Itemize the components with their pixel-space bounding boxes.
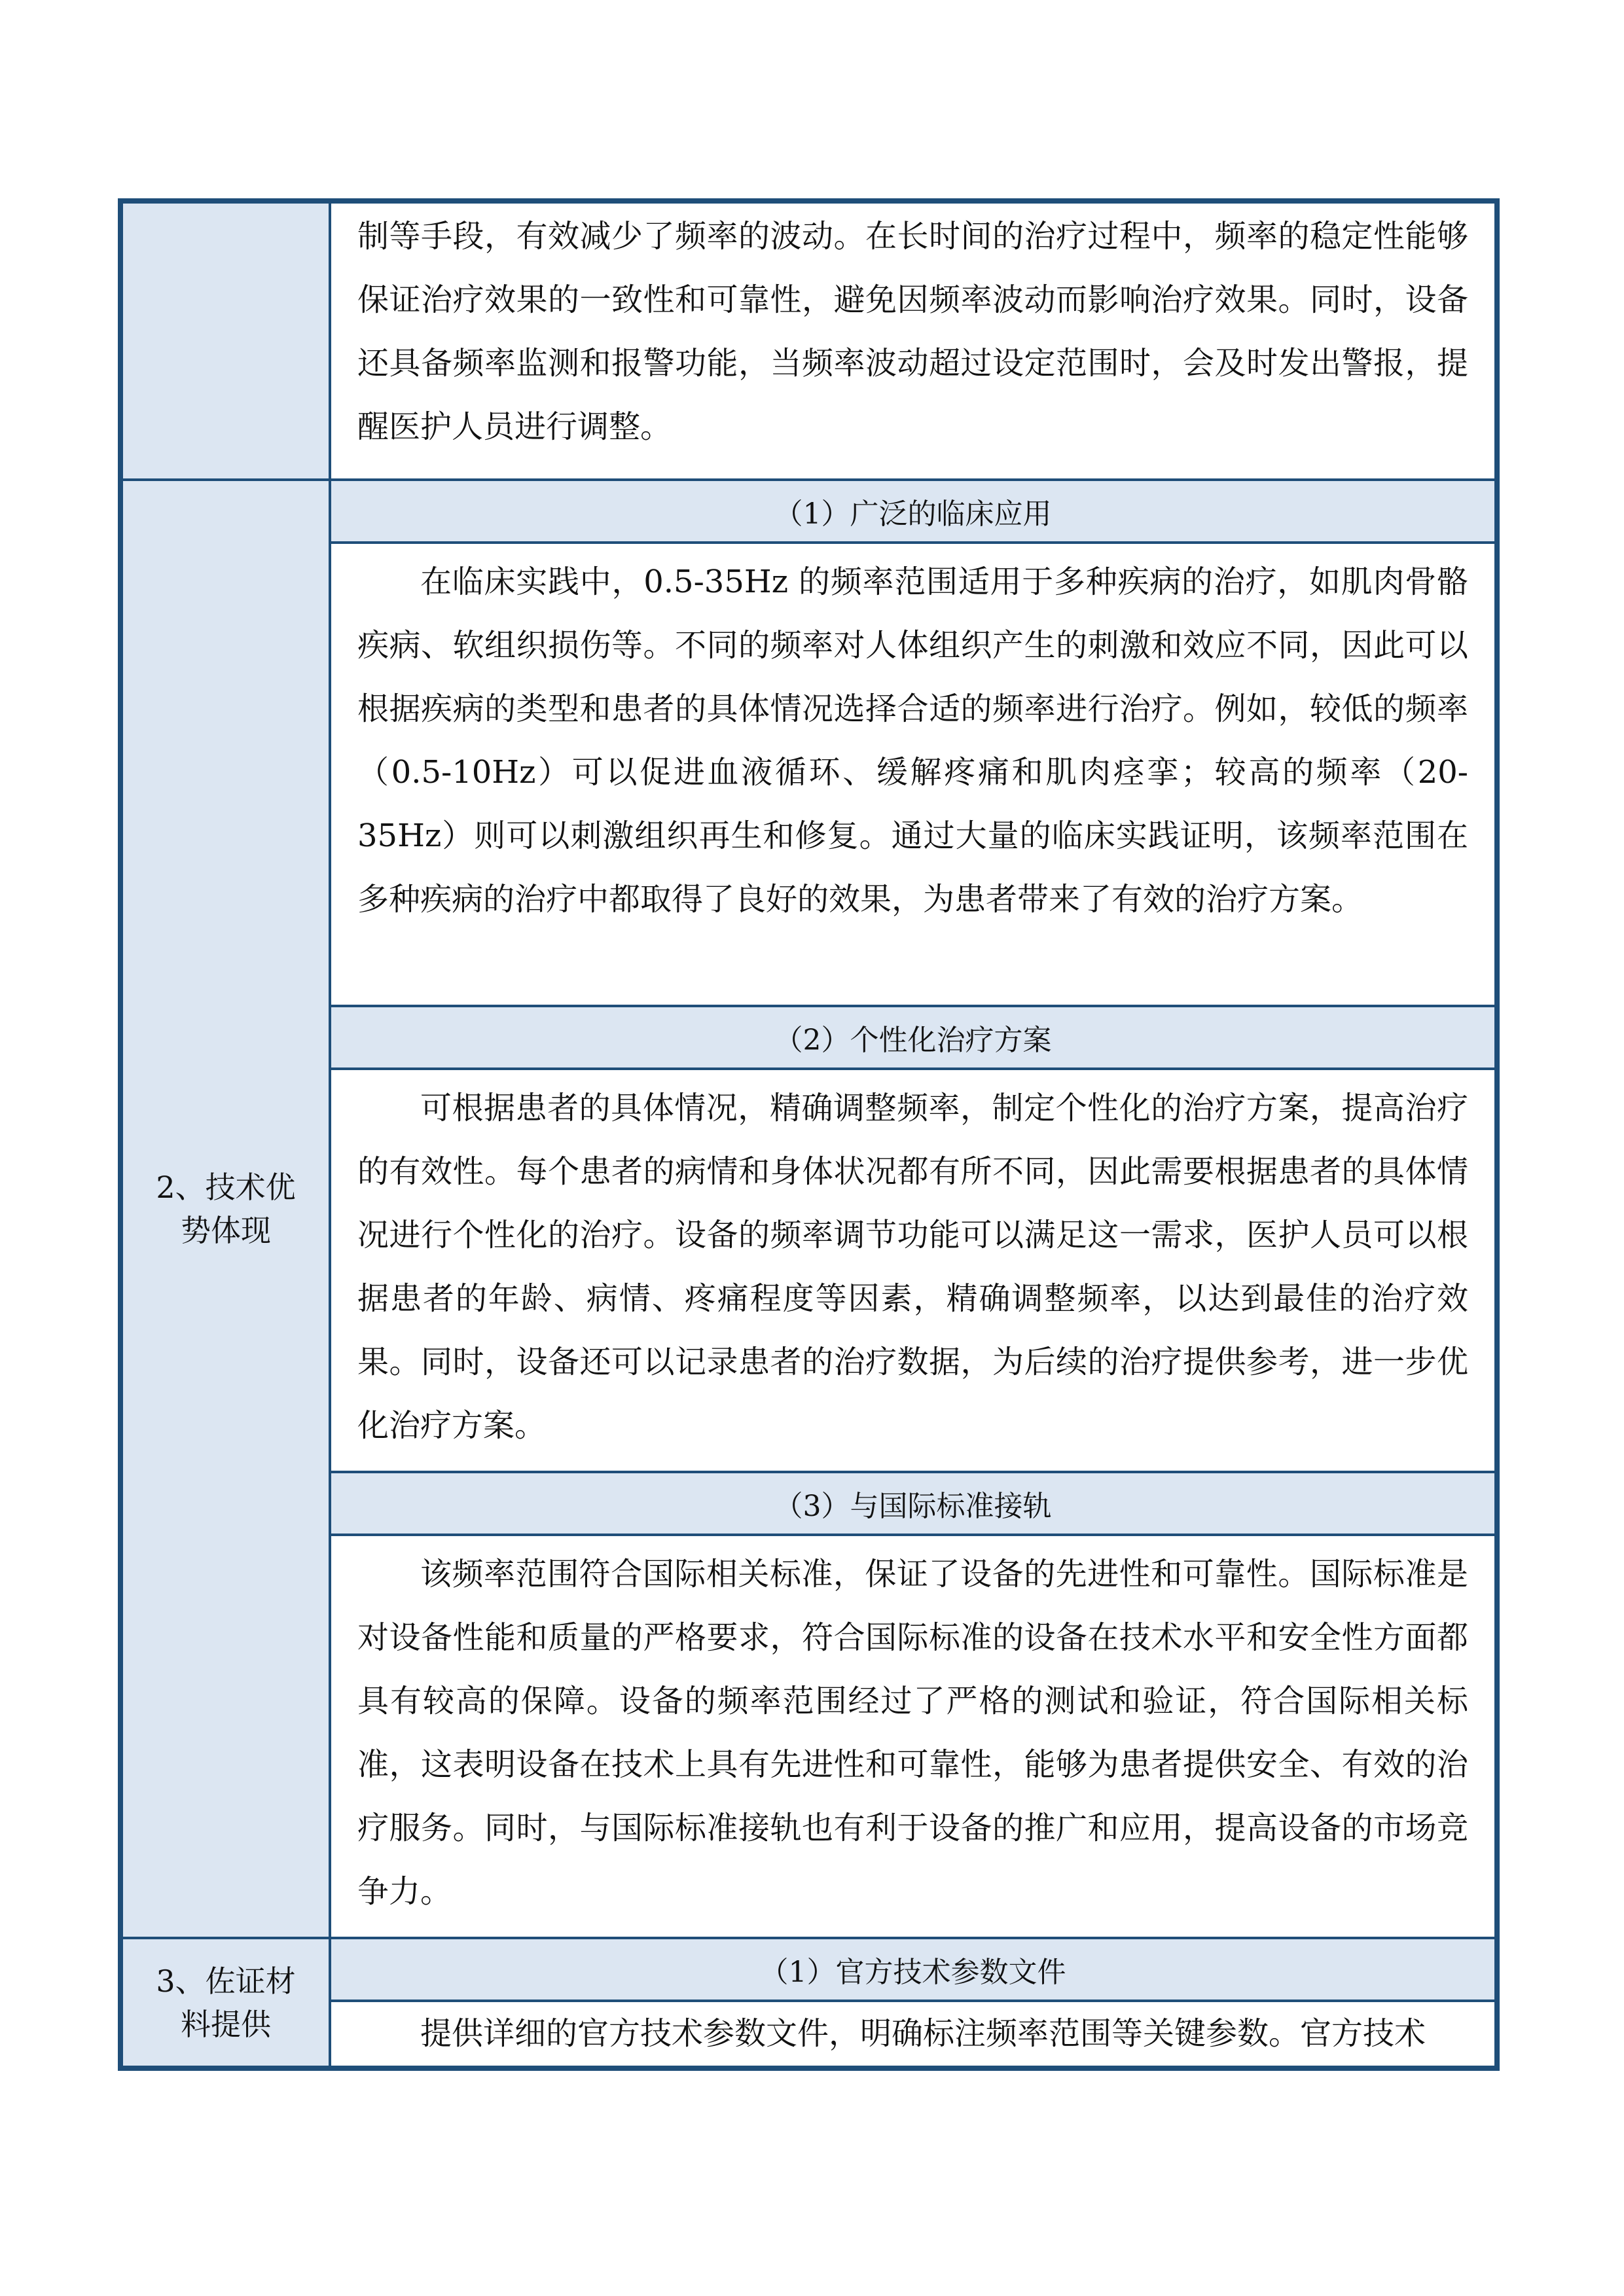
body-cell [330, 1069, 1497, 1472]
section-label-supporting-materials [120, 1938, 330, 2068]
subheading: （2）个性化治疗方案 [330, 1006, 1497, 1069]
paragraph: 提供详细的官方技术参数文件，明确标注频率范围等关键参数。官方技术 [420, 2015, 1426, 2052]
table-row [120, 480, 1497, 543]
body-cell [330, 2001, 1497, 2068]
paragraph: 可根据患者的具体情况，精确调整频率，制定个性化的治疗方案，提高治疗的有效性。每个患者的病情和身体状况都有所不同，因此需要根据患者的具体情况进行个性化的治疗。设备的频率调节功能可以满足这一需求，医护人员可以根据患者的年龄、病情、疼痛程度等因素，精确调整频率，以达到最佳的治疗效果。同时，设备还可以记录患者的治疗数据，为后续的治疗提供参考，进一步优化治疗方案。 [357, 1090, 1468, 1444]
table-row [120, 1938, 1497, 2001]
label-line: 势体现 [181, 1213, 271, 1248]
subheading: （1）官方技术参数文件 [330, 1938, 1497, 2001]
section-label-technical-advantages [120, 480, 330, 1938]
body-cell [330, 1535, 1497, 1938]
paragraph: 该频率范围符合国际相关标准，保证了设备的先进性和可靠性。国际标准是对设备性能和质量的严格要求，符合国际标准的设备在技术水平和安全性方面都具有较高的保障。设备的频率范围经过了严格的测试和验证，符合国际相关标准，这表明设备在技术上具有先进性和可靠性，能够为患者提供安全、有效的治疗服务。同时，与国际标准接轨也有利于设备的推广和应用，提高设备的市场竞争力。 [357, 1556, 1468, 1910]
body-cell [330, 543, 1497, 1006]
label-line: 3、佐证材 [156, 1963, 296, 1999]
subheading: （3）与国际标准接轨 [330, 1472, 1497, 1535]
subheading: （1）广泛的临床应用 [330, 480, 1497, 543]
content-table [118, 198, 1500, 2071]
body-cell [330, 201, 1497, 480]
label-line: 料提供 [181, 2006, 271, 2042]
row-label-empty [120, 201, 330, 480]
table-row [120, 201, 1497, 480]
paragraph: 在临床实践中，0.5-35Hz 的频率范围适用于多种疾病的治疗，如肌肉骨骼疾病、软组织损伤等。不同的频率对人体组织产生的刺激和效应不同，因此可以根据疾病的类型和患者的具体情况选择合适的频率进行治疗。例如，较低的频率（0.5-10Hz）可以促进血液循环、缓解疼痛和肌肉痉挛；较高的频率（20-35Hz）则可以刺激组织再生和修复。通过大量的临床实践证明，该频率范围在多种疾病的治疗中都取得了良好的效果，为患者带来了有效的治疗方案。 [357, 564, 1468, 918]
label-line: 2、技术优 [156, 1170, 296, 1205]
paragraph: 制等手段，有效减少了频率的波动。在长时间的治疗过程中，频率的稳定性能够保证治疗效果的一致性和可靠性，避免因频率波动而影响治疗效果。同时，设备还具备频率监测和报警功能，当频率波动超过设定范围时，会及时发出警报，提醒医护人员进行调整。 [357, 218, 1468, 445]
